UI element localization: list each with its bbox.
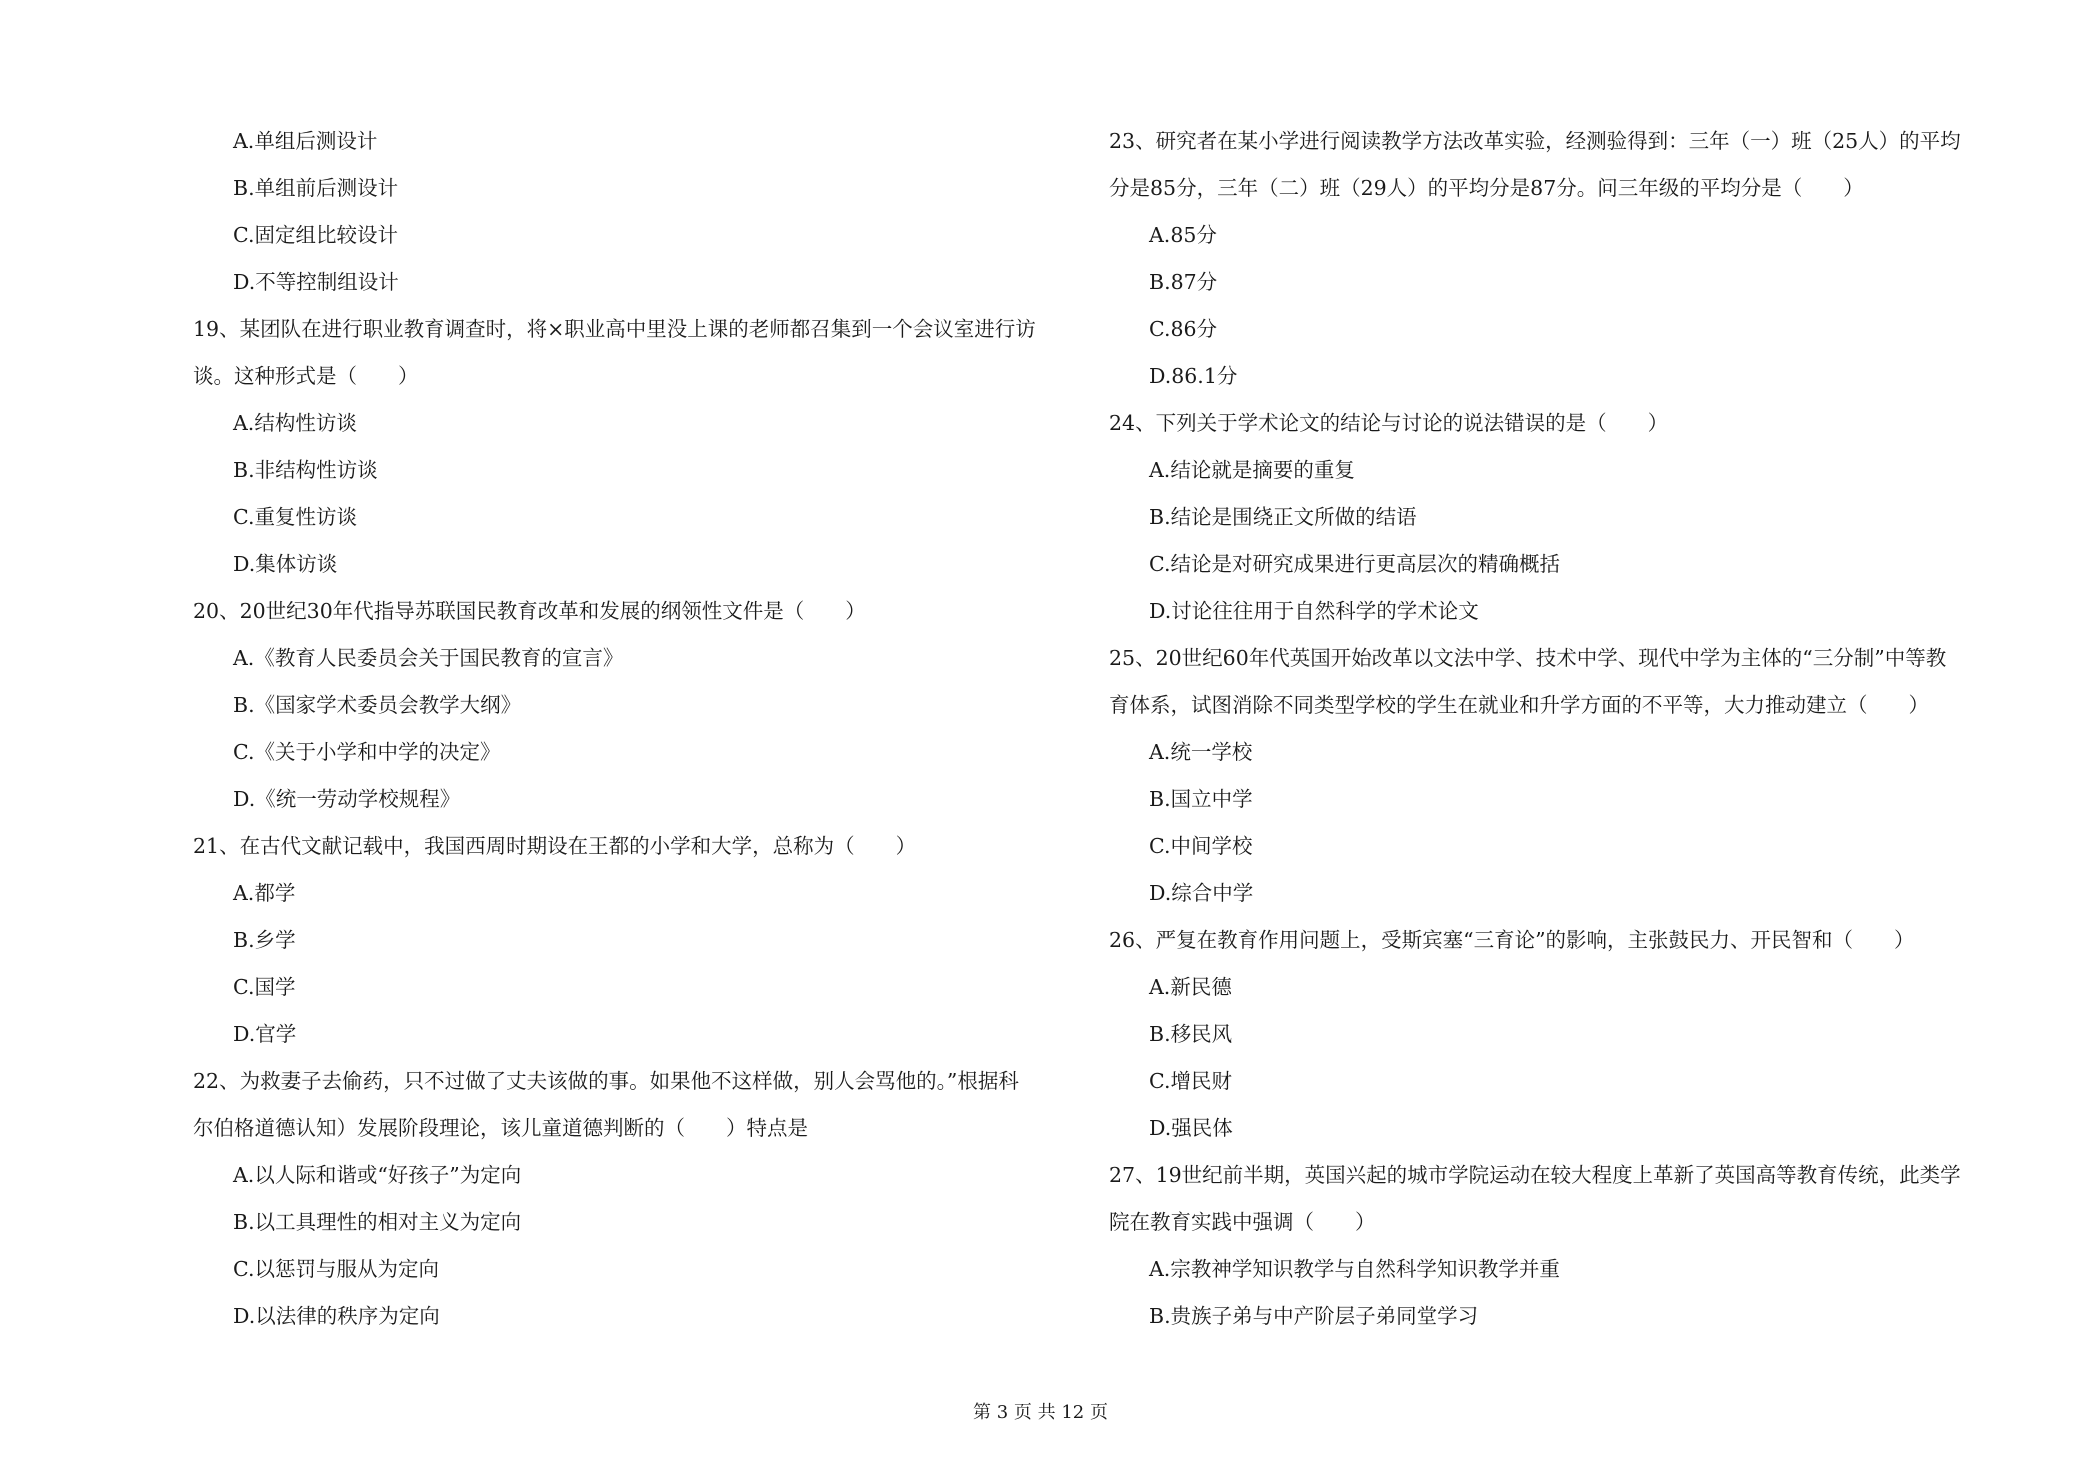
answer-option: B.单组前后测设计	[233, 176, 399, 200]
question-text: 23、研究者在某小学进行阅读教学方法改革实验，经测验得到：三年（一）班（25人）的平均	[1109, 129, 1961, 153]
answer-option: A.结构性访谈	[233, 411, 357, 435]
answer-option: B.国立中学	[1149, 787, 1253, 811]
answer-option: B.87分	[1149, 270, 1218, 294]
answer-option: A.宗教神学知识教学与自然科学知识教学并重	[1149, 1257, 1560, 1281]
question-text: 分是85分，三年（二）班（29人）的平均分是87分。问三年级的平均分是（ ）	[1109, 176, 1864, 200]
answer-option: C.以惩罚与服从为定向	[233, 1257, 439, 1281]
answer-option: C.固定组比较设计	[233, 223, 398, 247]
answer-option: D.强民体	[1149, 1116, 1233, 1140]
right-column	[1109, 118, 1979, 1340]
question-text: 21、在古代文献记载中，我国西周时期设在王都的小学和大学，总称为（ ）	[193, 834, 917, 858]
answer-option: D.不等控制组设计	[233, 270, 399, 294]
answer-option: C.重复性访谈	[233, 505, 357, 529]
question-text: 25、20世纪60年代英国开始改革以文法中学、技术中学、现代中学为主体的“三分制”中等教	[1109, 646, 1947, 670]
answer-option: B.非结构性访谈	[233, 458, 378, 482]
answer-option: A.新民德	[1149, 975, 1232, 999]
answer-option: B.以工具理性的相对主义为定向	[233, 1210, 522, 1234]
answer-option: C.结论是对研究成果进行更高层次的精确概括	[1149, 552, 1560, 576]
question-text: 院在教育实践中强调（ ）	[1109, 1210, 1376, 1234]
question-text: 谈。这种形式是（ ）	[193, 364, 419, 388]
answer-option: D.集体访谈	[233, 552, 338, 576]
question-text: 19、某团队在进行职业教育调查时，将×职业高中里没上课的老师都召集到一个会议室进行访	[193, 317, 1036, 341]
answer-option: A.《教育人民委员会关于国民教育的宣言》	[233, 646, 624, 670]
answer-option: A.85分	[1149, 223, 1217, 247]
question-text: 24、下列关于学术论文的结论与讨论的说法错误的是（ ）	[1109, 411, 1669, 435]
answer-option: D.综合中学	[1149, 881, 1254, 905]
answer-option: B.《国家学术委员会教学大纲》	[233, 693, 522, 717]
answer-option: D.以法律的秩序为定向	[233, 1304, 440, 1328]
page-number: 第 3 页 共 12 页	[973, 1402, 1108, 1423]
answer-option: A.都学	[233, 881, 296, 905]
question-text: 22、为救妻子去偷药，只不过做了丈夫该做的事。如果他不这样做，别人会骂他的。”根据科	[193, 1069, 1019, 1093]
question-text: 20、20世纪30年代指导苏联国民教育改革和发展的纲领性文件是（ ）	[193, 599, 866, 623]
answer-option: C.86分	[1149, 317, 1218, 341]
answer-option: C.增民财	[1149, 1069, 1232, 1093]
answer-option: B.移民风	[1149, 1022, 1233, 1046]
question-text: 26、严复在教育作用问题上，受斯宾塞“三育论”的影响，主张鼓民力、开民智和（ ）	[1109, 928, 1915, 952]
question-text: 育体系，试图消除不同类型学校的学生在就业和升学方面的不平等，大力推动建立（ ）	[1109, 693, 1929, 717]
answer-option: D.《统一劳动学校规程》	[233, 787, 461, 811]
answer-option: C.《关于小学和中学的决定》	[233, 740, 501, 764]
left-column	[193, 118, 1063, 1340]
answer-option: D.86.1分	[1149, 364, 1238, 388]
answer-option: A.单组后测设计	[233, 129, 378, 153]
answer-option: A.以人际和谐或“好孩子”为定向	[233, 1163, 522, 1187]
answer-option: B.乡学	[233, 928, 296, 952]
answer-option: C.中间学校	[1149, 834, 1253, 858]
answer-option: B.结论是围绕正文所做的结语	[1149, 505, 1417, 529]
answer-option: C.国学	[233, 975, 296, 999]
answer-option: D.讨论往往用于自然科学的学术论文	[1149, 599, 1479, 623]
answer-option: B.贵族子弟与中产阶层子弟同堂学习	[1149, 1304, 1479, 1328]
answer-option: D.官学	[233, 1022, 297, 1046]
question-text: 尔伯格道德认知）发展阶段理论，该儿童道德判断的（ ）特点是	[193, 1116, 808, 1140]
answer-option: A.结论就是摘要的重复	[1149, 458, 1355, 482]
answer-option: A.统一学校	[1149, 740, 1253, 764]
question-text: 27、19世纪前半期，英国兴起的城市学院运动在较大程度上革新了英国高等教育传统，此类学	[1109, 1163, 1961, 1187]
